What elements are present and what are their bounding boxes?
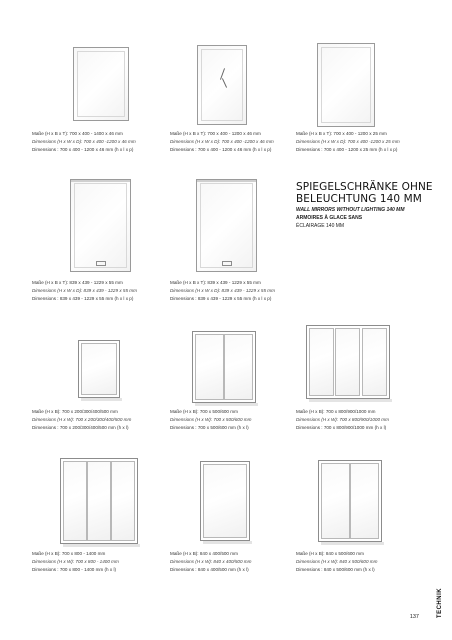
mirror-image-3	[317, 43, 375, 127]
heading-title: SPIEGELSCHRÄNKE OHNE BELEUCHTUNG 140 MM	[296, 181, 433, 205]
heading-subtitle-fr-2: ÉCLAIRAGE 140 MM	[296, 223, 345, 229]
mirror-image-5	[196, 179, 257, 272]
heading-subtitle-en: WALL MIRRORS WITHOUT LIGHTING 140 MM	[296, 207, 405, 213]
mirror-image-4	[70, 179, 131, 272]
section-heading-140	[296, 182, 452, 230]
product-spec-3: Maße (H x B x T): 700 x 400 - 1200 x 25 mm Dimensions (H x W x D): 700 x 400 -1200 x 25 mm Dimensions : 700 x 400 - 1200 x 25 mm (h x l x p)	[296, 131, 400, 152]
mirror-image-2	[197, 45, 247, 125]
cabinet-image-2	[192, 331, 256, 403]
side-tab-label: TECHNIK	[437, 587, 443, 619]
side-tab-technik[interactable]	[433, 588, 447, 618]
product-spec-2: Maße (H x B x T): 700 x 400 - 1200 x 46 mm Dimensions (H x W x D): 700 x 400 -1200 x 46 mm Dimensions : 700 x 400 - 1200 x 46 mm (h x l x p)	[170, 131, 274, 152]
product-spec-10: Maße (H x B): 840 x 400/500 mm Dimensions (H x W): 840 x 400/500 mm Dimensions : 840 x 400/500 mm (h x l)	[170, 551, 252, 572]
product-spec-11: Maße (H x B): 840 x 500/600 mm Dimensions (H x W): 840 x 500/600 mm Dimensions : 840 x 500/600 mm (h x l)	[296, 551, 378, 572]
product-spec-4: Maße (H x B x T): 839 x 439 - 1229 x 55 mm Dimensions (H x W x D): 839 x 439 - 1229 x 55 mm Dimensions : 839 x 439 - 1229 x 55 mm (h x l x p)	[32, 280, 137, 301]
product-spec-5: Maße (H x B x T): 839 x 439 - 1229 x 55 mm Dimensions (H x W x D): 839 x 439 - 1229 x 55 mm Dimensions : 839 x 439 - 1229 x 55 mm (h x l x p)	[170, 280, 275, 301]
product-spec-9: Maße (H x B): 700 x 800 - 1400 mm Dimensions (H x W): 700 x 800 - 1400 mm Dimensions : 700 x 800 - 1400 mm (h x l)	[32, 551, 119, 572]
cabinet-image-5	[200, 461, 250, 541]
page-number: 137	[409, 614, 419, 620]
heading-subtitle-fr: ARMOIRES À GLACE SANS	[296, 215, 363, 221]
product-spec-7: Maße (H x B): 700 x 500/600 mm Dimensions (H x W): 700 x 500/600 mm Dimensions : 700 x 500/600 mm (h x l)	[170, 409, 252, 430]
cabinet-image-3	[306, 325, 390, 399]
cabinet-image-6	[318, 460, 382, 542]
product-spec-8: Maße (H x B): 700 x 800/900/1000 mm Dimensions (H x W): 700 x 800/900/1000 mm Dimensions : 700 x 800/900/1000 mm (h x l)	[296, 409, 389, 430]
product-spec-1: Maße (H x B x T): 700 x 400 - 1400 x 46 mm Dimensions (H x W x D): 700 x 400 -1200 x 46 mm Dimensions : 700 x 400 - 1200 x 46 mm (h x l x p)	[32, 131, 136, 152]
cabinet-image-4	[60, 458, 138, 544]
product-spec-6: Maße (H x B): 700 x 200/300/400/500 mm Dimensions (H x W): 700 x 200/300/400/500 mm Dimensions : 700 x 200/300/400/500 mm (h x l)	[32, 409, 132, 430]
cabinet-image-1	[78, 340, 120, 398]
mirror-image-1	[73, 47, 129, 121]
